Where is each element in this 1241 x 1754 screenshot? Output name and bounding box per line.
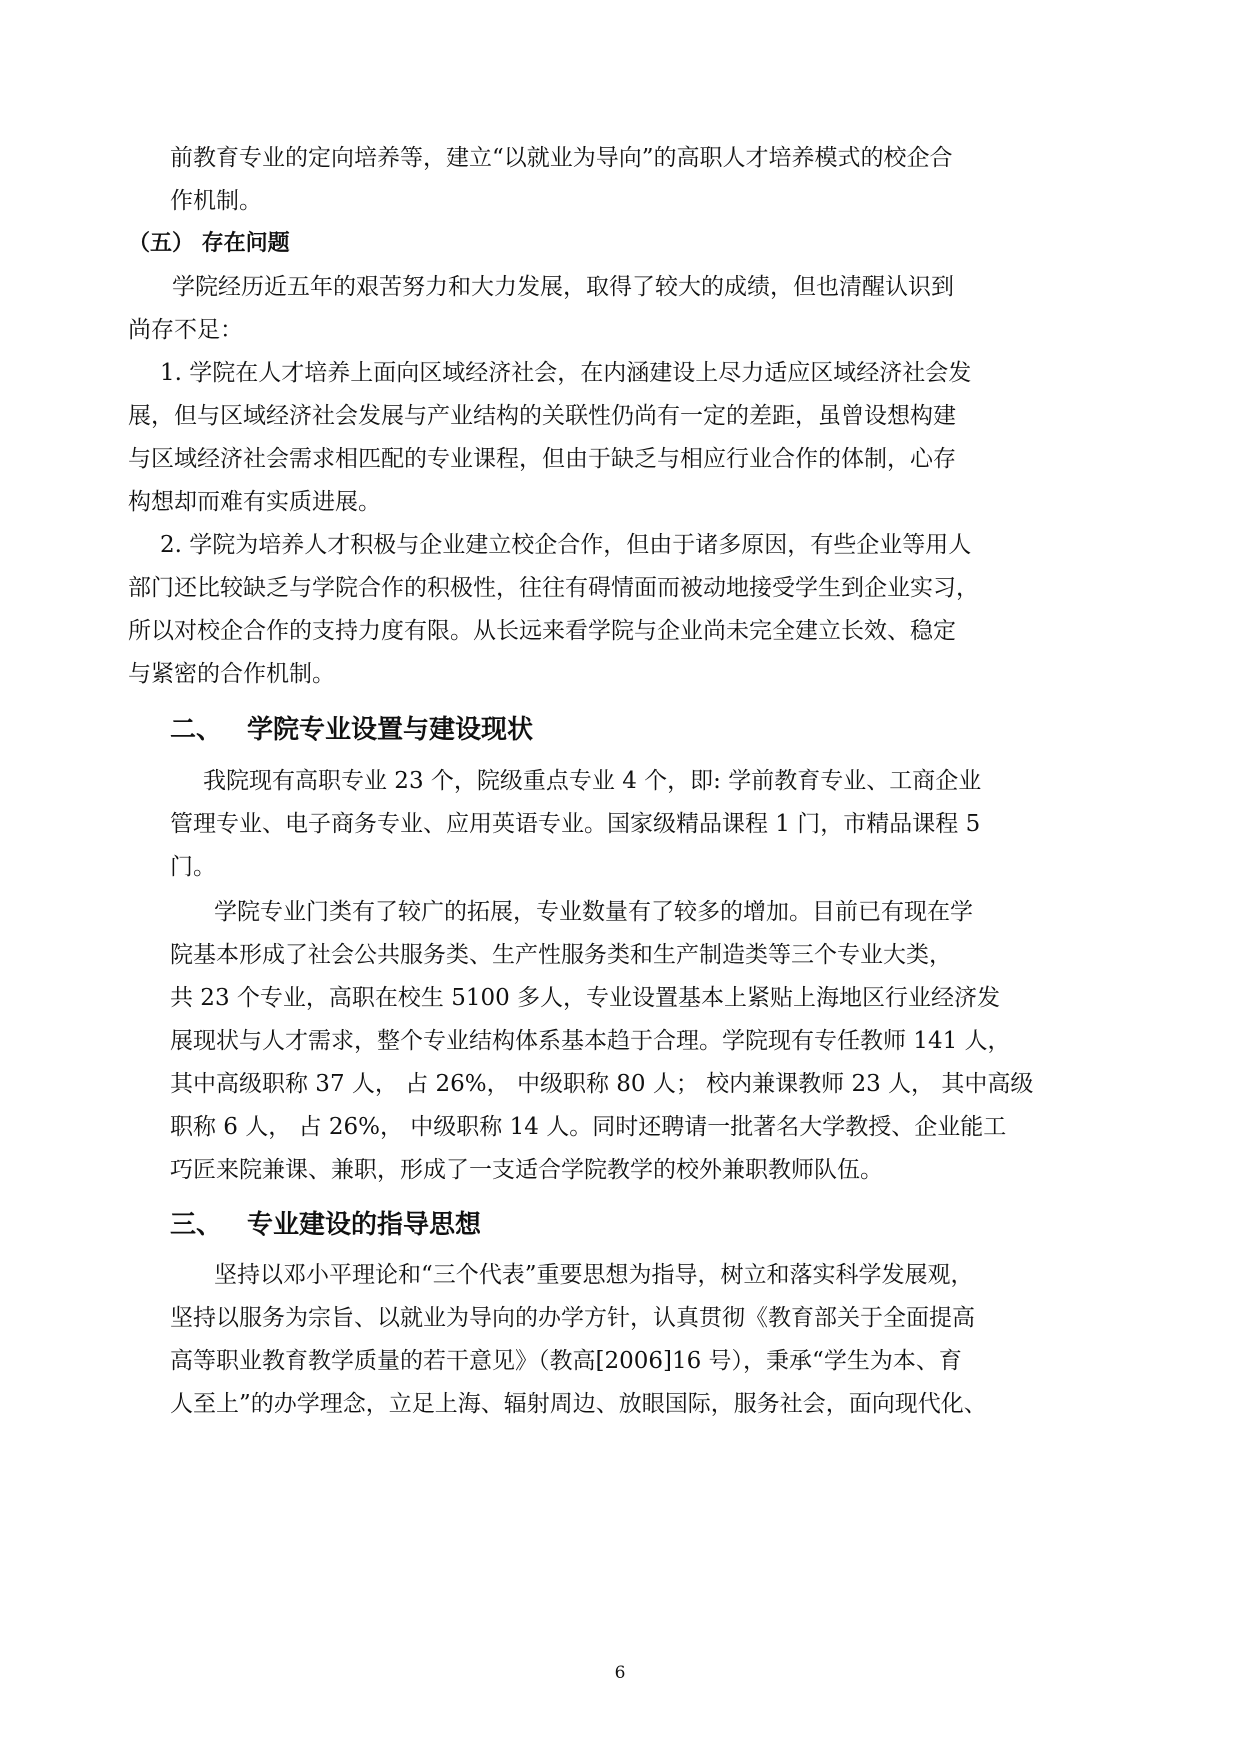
subsection-heading: （五） 存在问题 [128, 231, 290, 256]
list-item-line: 2. 学院为培养人才积极与企业建立校企合作，但由于诸多原因，有些企业等用人 [160, 532, 972, 558]
body-text-line: 巧匠来院兼课、兼职，形成了一支适合学院教学的校外兼职教师队伍。 [170, 1157, 883, 1183]
body-text-line: 我院现有高职专业 23 个，院级重点专业 4 个，即: 学前教育专业、工商企业 [203, 768, 982, 794]
body-text-line: 管理专业、电子商务专业、应用英语专业。国家级精品课程 1 门，市精品课程 5 [170, 811, 981, 837]
list-item-line: 展，但与区域经济社会发展与产业结构的关联性仍尚有一定的差距，虽曾设想构建 [128, 403, 956, 429]
list-item-line: 与紧密的合作机制。 [128, 661, 335, 687]
section-heading [170, 713, 533, 747]
body-text-line: 人至上”的办学理念，立足上海、辐射周边、放眼国际，服务社会，面向现代化、 [170, 1391, 987, 1417]
body-text-line: 其中高级职称 37 人， 占 26%， 中级职称 80 人； 校内兼课教师 23 人， 其中高级 [170, 1071, 1034, 1097]
body-text-line: 共 23 个专业，高职在校生 5100 多人，专业设置基本上紧贴上海地区行业经济发 [170, 985, 1001, 1011]
list-item-line: 构想却而难有实质进展。 [128, 489, 381, 515]
list-item-line: 所以对校企合作的支持力度有限。从长远来看学院与企业尚未完全建立长效、稳定 [128, 618, 956, 644]
section-title: 专业建设的指导思想 [247, 1210, 482, 1240]
body-text-line: 坚持以服务为宗旨、以就业为导向的办学方针，认真贯彻《教育部关于全面提高 [170, 1305, 975, 1331]
body-text-line: 前教育专业的定向培养等，建立“以就业为导向”的高职人才培养模式的校企合 [170, 145, 953, 171]
body-text-line: 尚存不足： [128, 317, 243, 343]
page-number: 6 [614, 1663, 626, 1683]
list-item-line: 1. 学院在人才培养上面向区域经济社会，在内涵建设上尽力适应区域经济社会发 [160, 360, 972, 386]
section-number: 三、 [170, 1210, 223, 1240]
body-text-line: 学院专业门类有了较广的拓展，专业数量有了较多的增加。目前已有现在学 [214, 899, 973, 925]
body-text-line: 高等职业教育教学质量的若干意见》（教高[2006]16 号），秉承“学生为本、育 [170, 1348, 962, 1374]
list-item-line: 部门还比较缺乏与学院合作的积极性，往往有碍情面而被动地接受学生到企业实习， [128, 575, 979, 601]
section-title: 学院专业设置与建设现状 [247, 715, 534, 745]
body-text-line: 作机制。 [170, 188, 262, 214]
section-heading [170, 1208, 481, 1242]
body-text-line: 门。 [170, 854, 216, 880]
list-item-line: 与区域经济社会需求相匹配的专业课程，但由于缺乏与相应行业合作的体制，心存 [128, 446, 956, 472]
body-text-line: 学院经历近五年的艰苦努力和大力发展，取得了较大的成绩，但也清醒认识到 [172, 274, 954, 300]
section-number: 二、 [170, 715, 223, 745]
body-text-line: 职称 6 人， 占 26%， 中级职称 14 人。同时还聘请一批著名大学教授、企业能工 [170, 1114, 1007, 1140]
body-text-line: 院基本形成了社会公共服务类、生产性服务类和生产制造类等三个专业大类， [170, 942, 952, 968]
body-text-line: 展现状与人才需求，整个专业结构体系基本趋于合理。学院现有专任教师 141 人， [170, 1028, 1011, 1054]
body-text-line: 坚持以邓小平理论和“三个代表”重要思想为指导，树立和落实科学发展观， [214, 1262, 974, 1288]
